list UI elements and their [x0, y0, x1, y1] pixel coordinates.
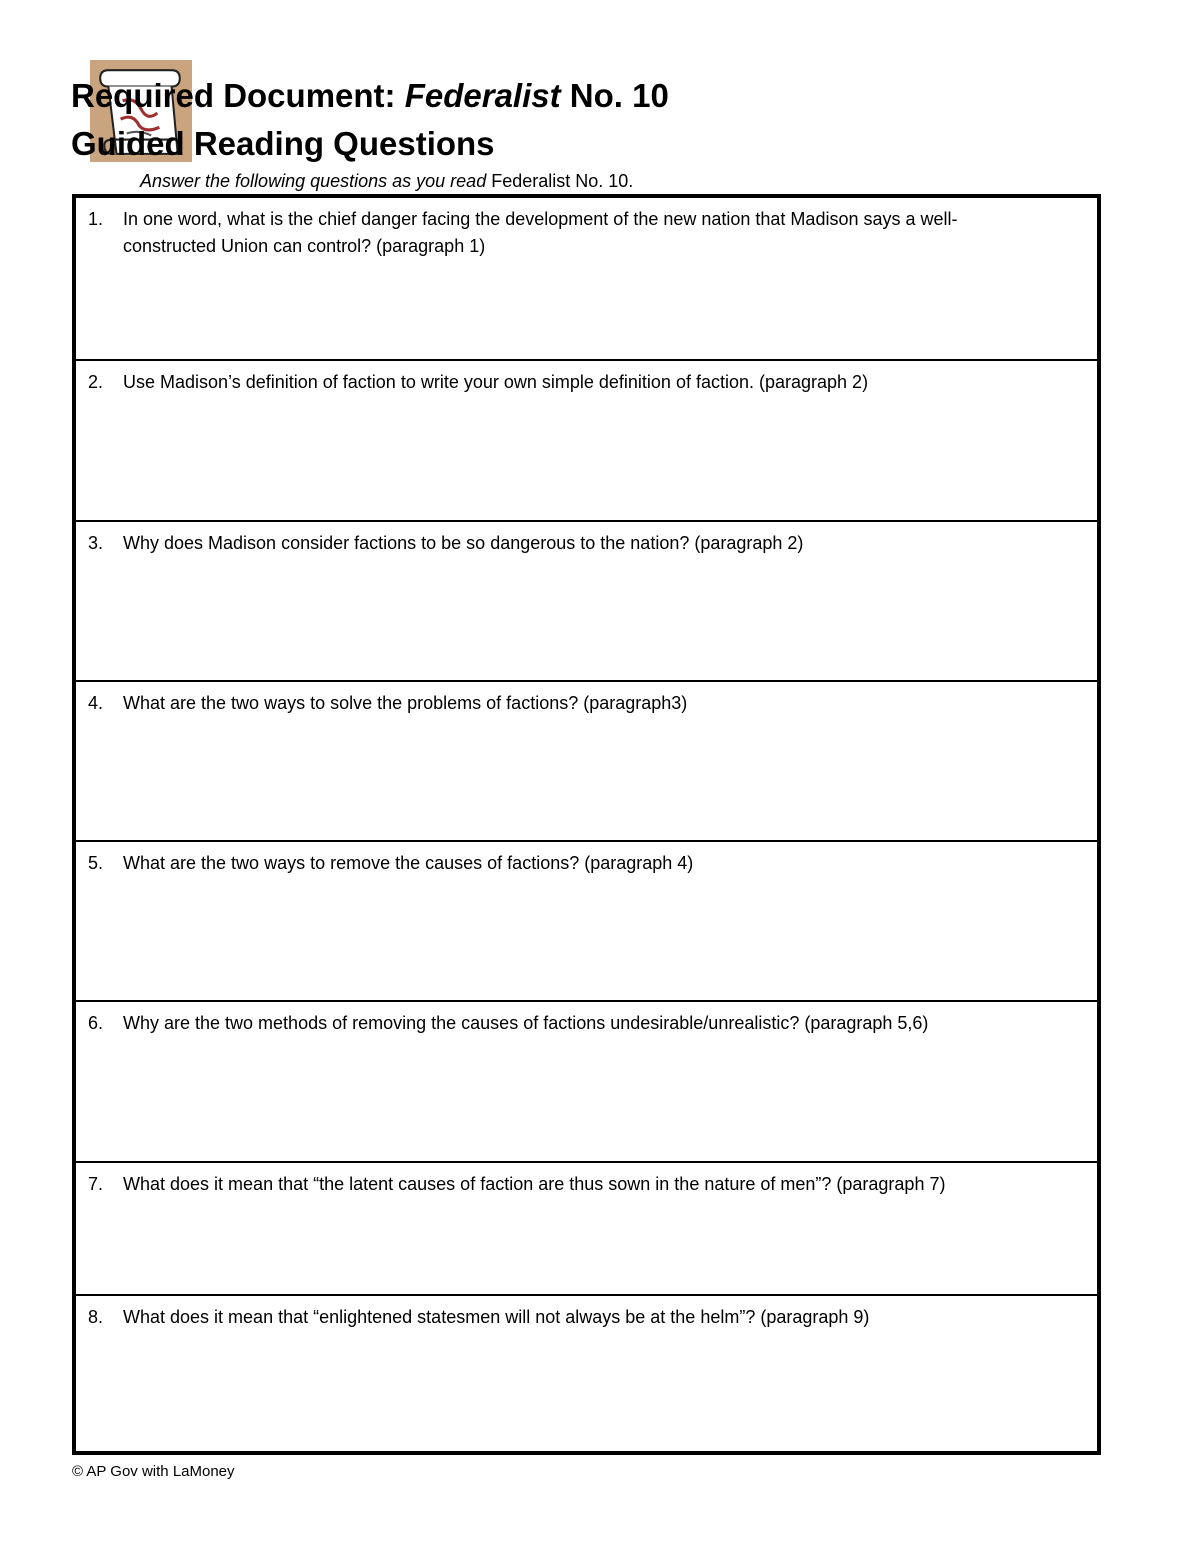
title-italic: Federalist [404, 77, 561, 114]
question-text: What does it mean that “enlightened statesmen will not always be at the helm”? (paragraph 9) [123, 1307, 870, 1327]
question-row-6[interactable] [76, 1002, 1097, 1163]
instructions [140, 170, 633, 192]
page-title [71, 76, 669, 116]
question-number: 2. [88, 372, 104, 392]
question-row-7[interactable] [76, 1163, 1097, 1296]
question-text: Why are the two methods of removing the causes of factions undesirable/unrealistic? (paragraph 5,6) [123, 1013, 929, 1033]
title-prefix: Required Document: [71, 77, 405, 114]
question-row-2[interactable] [76, 361, 1097, 522]
questions-table [72, 194, 1101, 1455]
question-text: Why does Madison consider factions to be so dangerous to the nation? (paragraph 2) [123, 533, 804, 553]
question-number: 6. [88, 1013, 104, 1033]
question-number: 3. [88, 533, 104, 553]
question-number: 8. [88, 1307, 104, 1327]
question-row-1[interactable] [76, 198, 1097, 361]
copyright-footer: © AP Gov with LaMoney [72, 1463, 235, 1480]
question-text: What are the two ways to solve the problems of factions? (paragraph3) [123, 693, 688, 713]
question-text: Use Madison’s definition of faction to write your own simple definition of faction. (paragraph 2) [123, 372, 869, 392]
question-text: What does it mean that “the latent causes of faction are thus sown in the nature of men”? (paragraph 7) [123, 1174, 946, 1194]
instructions-italic: Answer the following questions as you read [140, 171, 492, 191]
question-number: 1. [88, 209, 104, 229]
question-row-4[interactable] [76, 682, 1097, 842]
instructions-plain: Federalist No. 10. [491, 171, 634, 191]
question-row-5[interactable] [76, 842, 1097, 1002]
title-suffix: No. 10 [560, 77, 669, 114]
question-number: 7. [88, 1174, 104, 1194]
question-row-8[interactable] [76, 1296, 1097, 1451]
question-text: In one word, what is the chief danger facing the development of the new nation that Madison says a well-constructed Union can control? (paragraph 1) [123, 209, 958, 256]
question-number: 4. [88, 693, 104, 713]
question-text: What are the two ways to remove the causes of factions? (paragraph 4) [123, 853, 694, 873]
question-row-3[interactable] [76, 522, 1097, 682]
question-number: 5. [88, 853, 104, 873]
page-subtitle: Guided Reading Questions [71, 125, 495, 162]
